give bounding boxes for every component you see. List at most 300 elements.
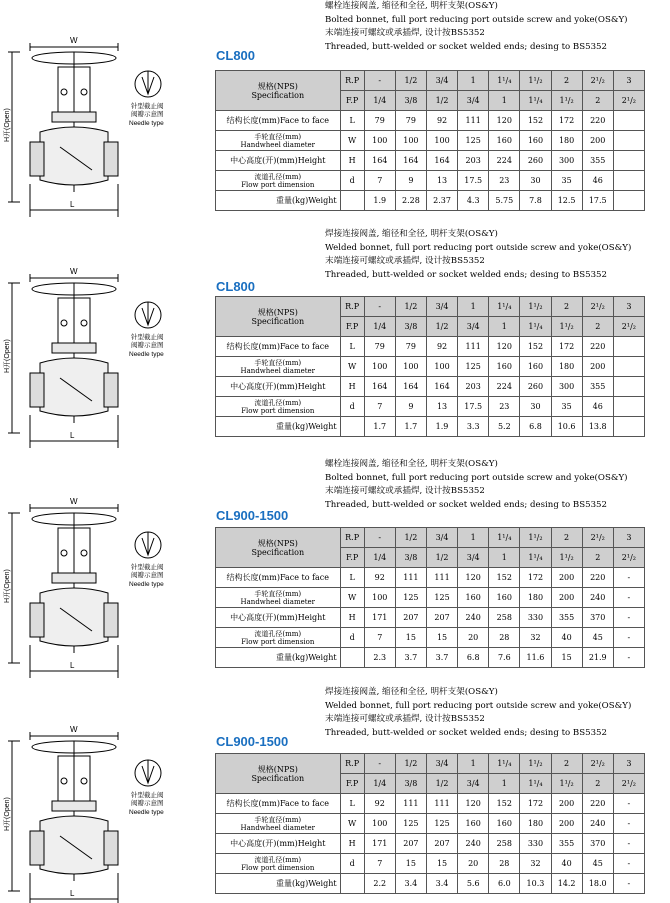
weight-label: 重量(kg)Weight (216, 417, 341, 437)
fp-size-cell: 3/4 (458, 91, 489, 111)
weight-cell: 5.75 (489, 191, 520, 211)
fp-size-cell: 1 (489, 317, 520, 337)
description-line: Threaded, butt-welded or socket welded ends; desing to BS5352 (325, 42, 607, 53)
h-dim-label: H开(Open) (4, 108, 11, 142)
needle-cn2-label: 阀瓣示意图 (131, 111, 164, 118)
table-row (216, 568, 645, 588)
value-cell: 152 (489, 794, 520, 814)
l-dim-label: L (70, 889, 75, 898)
weight-label: 重量(kg)Weight (216, 191, 341, 211)
weight-cell: 6.0 (489, 874, 520, 894)
value-cell: 35 (551, 397, 582, 417)
fp-size-cell: 1¹/₂ (551, 548, 582, 568)
value-cell: 100 (364, 814, 395, 834)
value-cell: 330 (520, 608, 551, 628)
value-cell: 152 (520, 337, 551, 357)
needle-cn2-label: 阀瓣示意图 (131, 572, 164, 579)
value-cell: 171 (364, 834, 395, 854)
rp-size-cell: 1¹/₄ (489, 754, 520, 774)
height-label: 中心高度(开)(mm)Height (216, 377, 341, 397)
flow-port-label: 流道孔径(mm) Flow port dimension (216, 628, 341, 648)
value-cell: 92 (426, 111, 457, 131)
value-cell: 32 (520, 854, 551, 874)
value-cell: 9 (395, 171, 426, 191)
value-cell (613, 357, 644, 377)
w-dim-label: W (70, 725, 78, 734)
value-cell: 17.5 (458, 171, 489, 191)
weight-cell: 4.3 (458, 191, 489, 211)
fp-size-cell: 1/4 (364, 317, 395, 337)
spec-header: 规格(NPS) Specification (216, 297, 341, 337)
weight-cell: - (613, 874, 644, 894)
pressure-class-title: CL900-1500 (216, 734, 289, 749)
value-cell: 45 (582, 628, 613, 648)
specification-table (215, 527, 645, 668)
value-cell: 207 (426, 834, 457, 854)
table-row (216, 397, 645, 417)
value-cell: 180 (520, 588, 551, 608)
fp-size-cell: 1/4 (364, 774, 395, 794)
value-cell: 258 (489, 834, 520, 854)
height-label: 中心高度(开)(mm)Height (216, 608, 341, 628)
weight-row (216, 874, 645, 894)
rp-label: R.P (340, 754, 364, 774)
value-cell: 240 (458, 608, 489, 628)
pressure-class-title: CL800 (216, 48, 256, 63)
flow-port-label: 流道孔径(mm) Flow port dimension (216, 854, 341, 874)
symbol-cell: W (340, 588, 364, 608)
value-cell: 164 (395, 377, 426, 397)
value-cell: 23 (489, 397, 520, 417)
value-cell: 171 (364, 608, 395, 628)
table-row (216, 357, 645, 377)
weight-cell: 1.9 (364, 191, 395, 211)
value-cell: 300 (551, 377, 582, 397)
valve-drawing (0, 12, 215, 227)
symbol-cell: W (340, 814, 364, 834)
weight-cell: 10.6 (551, 417, 582, 437)
weight-cell: 6.8 (458, 648, 489, 668)
weight-cell: 2.28 (395, 191, 426, 211)
value-cell: 164 (395, 151, 426, 171)
value-cell: 111 (426, 568, 457, 588)
rp-size-cell: 1/2 (395, 297, 426, 317)
needle-cn2-label: 阀瓣示意图 (131, 342, 164, 349)
value-cell: 160 (520, 357, 551, 377)
symbol-cell: L (340, 337, 364, 357)
description-line: 末端连接可螺纹或承插焊, 设计按BS5352 (325, 486, 485, 497)
value-cell (613, 377, 644, 397)
value-cell: 13 (426, 397, 457, 417)
value-cell: 125 (458, 357, 489, 377)
value-cell: 92 (426, 337, 457, 357)
value-cell: 100 (364, 357, 395, 377)
value-cell: 111 (426, 794, 457, 814)
value-cell: 207 (395, 834, 426, 854)
symbol-cell: W (340, 131, 364, 151)
rp-size-cell: 1 (458, 297, 489, 317)
needle-cn1-label: 针型截止阀 (131, 334, 164, 341)
value-cell: 207 (395, 608, 426, 628)
w-dim-label: W (70, 497, 78, 506)
value-cell: 160 (458, 588, 489, 608)
weight-cell: - (613, 648, 644, 668)
value-cell: 30 (520, 171, 551, 191)
rp-size-cell: 2¹/₂ (582, 528, 613, 548)
value-cell: 45 (582, 854, 613, 874)
value-cell: 20 (458, 854, 489, 874)
symbol-cell: L (340, 111, 364, 131)
fp-size-cell: 1/4 (364, 91, 395, 111)
symbol-cell: L (340, 794, 364, 814)
value-cell: 180 (520, 814, 551, 834)
table-row (216, 131, 645, 151)
rp-size-cell: 1¹/₄ (489, 71, 520, 91)
rp-size-cell: 1/2 (395, 71, 426, 91)
value-cell: 240 (582, 814, 613, 834)
rp-size-cell: 1¹/₄ (489, 528, 520, 548)
weight-row (216, 417, 645, 437)
value-cell: 35 (551, 171, 582, 191)
description-line: Threaded, butt-welded or socket welded ends; desing to BS5352 (325, 500, 607, 511)
value-cell: - (613, 608, 644, 628)
value-cell: 20 (458, 628, 489, 648)
value-cell: 100 (395, 131, 426, 151)
weight-cell: 18.0 (582, 874, 613, 894)
section-description (325, 228, 670, 283)
value-cell: 220 (582, 111, 613, 131)
rp-size-cell: 1 (458, 754, 489, 774)
rp-label: R.P (340, 297, 364, 317)
value-cell: 224 (489, 151, 520, 171)
value-cell: 160 (489, 814, 520, 834)
description-line: 螺栓连接阀盖, 缩径和全径, 明杆支架(OS&Y) (325, 459, 498, 469)
table-row (216, 628, 645, 648)
table-row (216, 377, 645, 397)
value-cell: 220 (582, 568, 613, 588)
value-cell: 120 (458, 794, 489, 814)
value-cell: 164 (426, 151, 457, 171)
rp-size-cell: 3 (613, 528, 644, 548)
fp-size-cell: 1/2 (426, 548, 457, 568)
value-cell: - (613, 568, 644, 588)
fp-size-cell: 2¹/₂ (613, 548, 644, 568)
needle-cn2-label: 阀瓣示意图 (131, 800, 164, 807)
fp-size-cell: 3/8 (395, 774, 426, 794)
table-row (216, 814, 645, 834)
value-cell: - (613, 588, 644, 608)
value-cell: 180 (551, 357, 582, 377)
value-cell: 100 (395, 357, 426, 377)
value-cell: 15 (426, 628, 457, 648)
description-line: Bolted bonnet, full port reducing port outside screw and yoke(OS&Y) (325, 14, 628, 25)
fp-size-cell: 1/4 (364, 548, 395, 568)
l-dim-label: L (70, 431, 75, 440)
h-dim-label: H开(Open) (4, 797, 11, 831)
value-cell: 200 (582, 357, 613, 377)
description-line: Bolted bonnet, full port reducing port outside screw and yoke(OS&Y) (325, 472, 628, 483)
rp-size-cell: 2¹/₂ (582, 297, 613, 317)
face-to-face-label: 结构长度(mm)Face to face (216, 111, 341, 131)
value-cell: 172 (520, 568, 551, 588)
section-description (325, 0, 670, 55)
rp-size-cell: 3 (613, 297, 644, 317)
pressure-class-title: CL800 (216, 279, 256, 294)
weight-cell: 2.2 (364, 874, 395, 894)
fp-size-cell: 3/4 (458, 548, 489, 568)
symbol-cell: d (340, 854, 364, 874)
value-cell: 260 (520, 151, 551, 171)
needle-en-label: Needle type (129, 581, 164, 588)
weight-cell: 6.8 (520, 417, 551, 437)
value-cell: 207 (426, 608, 457, 628)
description-line: 末端连接可螺纹或承插焊, 设计按BS5352 (325, 28, 485, 39)
value-cell: 46 (582, 397, 613, 417)
value-cell: 164 (426, 377, 457, 397)
weight-cell: 2.3 (364, 648, 395, 668)
valve-drawing (0, 473, 215, 688)
value-cell: 160 (520, 131, 551, 151)
description-line: Welded bonnet, full port reducing port outside screw and yoke(OS&Y) (325, 242, 632, 253)
weight-row (216, 191, 645, 211)
value-cell: 180 (551, 131, 582, 151)
value-cell: 7 (364, 171, 395, 191)
face-to-face-label: 结构长度(mm)Face to face (216, 568, 341, 588)
weight-cell: 11.6 (520, 648, 551, 668)
value-cell: 100 (364, 131, 395, 151)
rp-size-cell: 1¹/₂ (520, 754, 551, 774)
value-cell: 160 (489, 588, 520, 608)
value-cell: 13 (426, 171, 457, 191)
rp-size-cell: 3/4 (426, 71, 457, 91)
table-row (216, 854, 645, 874)
weight-cell: 3.7 (426, 648, 457, 668)
fp-label: F.P (340, 91, 364, 111)
fp-size-cell: 1¹/₄ (520, 91, 551, 111)
flow-port-label: 流道孔径(mm) Flow port dimension (216, 171, 341, 191)
symbol-cell: H (340, 608, 364, 628)
rp-label: R.P (340, 71, 364, 91)
fp-size-cell: 1/2 (426, 774, 457, 794)
weight-row (216, 648, 645, 668)
value-cell: 224 (489, 377, 520, 397)
rp-size-cell: - (364, 71, 395, 91)
fp-size-cell: 2¹/₂ (613, 91, 644, 111)
weight-cell: 5.2 (489, 417, 520, 437)
symbol-cell: H (340, 151, 364, 171)
value-cell: 160 (489, 357, 520, 377)
handwheel-label: 手轮直径(mm) Handwheel diameter (216, 814, 341, 834)
value-cell: 125 (426, 588, 457, 608)
value-cell: 258 (489, 608, 520, 628)
valve-drawing (0, 701, 215, 903)
spec-header: 规格(NPS) Specification (216, 528, 341, 568)
rp-size-cell: 1 (458, 71, 489, 91)
value-cell: 200 (582, 131, 613, 151)
value-cell: 355 (582, 151, 613, 171)
table-row (216, 834, 645, 854)
value-cell: 172 (520, 794, 551, 814)
rp-size-cell: 2 (551, 754, 582, 774)
rp-size-cell: 2¹/₂ (582, 754, 613, 774)
value-cell: 40 (551, 854, 582, 874)
value-cell: 79 (395, 337, 426, 357)
value-cell: 160 (458, 814, 489, 834)
rp-size-cell: 1/2 (395, 754, 426, 774)
weight-cell (613, 191, 644, 211)
rp-size-cell: 3/4 (426, 754, 457, 774)
weight-cell: 7.6 (489, 648, 520, 668)
handwheel-label: 手轮直径(mm) Handwheel diameter (216, 588, 341, 608)
value-cell: 40 (551, 628, 582, 648)
pressure-class-title: CL900-1500 (216, 508, 289, 523)
needle-cn1-label: 针型截止阀 (131, 564, 164, 571)
value-cell: 200 (551, 794, 582, 814)
weight-label: 重量(kg)Weight (216, 648, 341, 668)
value-cell: 355 (551, 608, 582, 628)
value-cell: 15 (395, 628, 426, 648)
needle-en-label: Needle type (129, 351, 164, 358)
table-row (216, 794, 645, 814)
value-cell (613, 151, 644, 171)
rp-size-cell: 3 (613, 71, 644, 91)
fp-size-cell: 1/2 (426, 317, 457, 337)
fp-size-cell: 2 (582, 548, 613, 568)
rp-size-cell: - (364, 528, 395, 548)
value-cell: 92 (364, 568, 395, 588)
weight-cell: 17.5 (582, 191, 613, 211)
value-cell: - (613, 794, 644, 814)
value-cell: 152 (489, 568, 520, 588)
value-cell: 160 (489, 131, 520, 151)
fp-size-cell: 3/4 (458, 774, 489, 794)
value-cell: 32 (520, 628, 551, 648)
fp-size-cell: 2 (582, 91, 613, 111)
weight-cell: 5.6 (458, 874, 489, 894)
value-cell: - (613, 854, 644, 874)
valve-drawing (0, 243, 215, 458)
symbol-cell: d (340, 397, 364, 417)
fp-size-cell: 1 (489, 548, 520, 568)
specification-table (215, 753, 645, 894)
fp-label: F.P (340, 548, 364, 568)
fp-size-cell: 1¹/₄ (520, 774, 551, 794)
weight-cell: 3.4 (426, 874, 457, 894)
fp-size-cell: 2¹/₂ (613, 774, 644, 794)
face-to-face-label: 结构长度(mm)Face to face (216, 337, 341, 357)
value-cell: 46 (582, 171, 613, 191)
fp-size-cell: 3/4 (458, 317, 489, 337)
value-cell: 100 (364, 588, 395, 608)
rp-size-cell: 1/2 (395, 528, 426, 548)
value-cell: 100 (426, 357, 457, 377)
height-label: 中心高度(开)(mm)Height (216, 151, 341, 171)
rp-size-cell: 1¹/₂ (520, 297, 551, 317)
weight-cell: 1.7 (395, 417, 426, 437)
table-row (216, 171, 645, 191)
symbol-cell: W (340, 357, 364, 377)
rp-size-cell: 2 (551, 528, 582, 548)
fp-size-cell: 1 (489, 774, 520, 794)
value-cell: 28 (489, 628, 520, 648)
description-line: 末端连接可螺纹或承插焊, 设计按BS5352 (325, 256, 485, 267)
fp-size-cell: 1¹/₄ (520, 548, 551, 568)
value-cell (613, 337, 644, 357)
value-cell: 120 (458, 568, 489, 588)
fp-size-cell: 2¹/₂ (613, 317, 644, 337)
weight-cell: 2.37 (426, 191, 457, 211)
weight-cell (613, 417, 644, 437)
weight-cell: 10.3 (520, 874, 551, 894)
needle-cn1-label: 针型截止阀 (131, 103, 164, 110)
value-cell: 125 (395, 588, 426, 608)
value-cell: 355 (582, 377, 613, 397)
value-cell: 111 (458, 337, 489, 357)
value-cell: 79 (364, 111, 395, 131)
value-cell: 125 (458, 131, 489, 151)
specification-table (215, 296, 645, 437)
value-cell: - (613, 814, 644, 834)
value-cell: 164 (364, 151, 395, 171)
value-cell: 15 (395, 854, 426, 874)
needle-cn1-label: 针型截止阀 (131, 792, 164, 799)
value-cell: 125 (395, 814, 426, 834)
value-cell: 220 (582, 337, 613, 357)
handwheel-label: 手轮直径(mm) Handwheel diameter (216, 357, 341, 377)
weight-cell: 7.8 (520, 191, 551, 211)
rp-size-cell: 1¹/₂ (520, 71, 551, 91)
value-cell: 17.5 (458, 397, 489, 417)
weight-cell: 13.8 (582, 417, 613, 437)
rp-size-cell: 1 (458, 528, 489, 548)
value-cell: 111 (395, 794, 426, 814)
value-cell: 203 (458, 151, 489, 171)
value-cell: 200 (551, 588, 582, 608)
value-cell: 200 (551, 568, 582, 588)
value-cell: 15 (426, 854, 457, 874)
fp-size-cell: 1¹/₂ (551, 774, 582, 794)
table-row (216, 337, 645, 357)
rp-size-cell: 2 (551, 71, 582, 91)
symbol-cell: H (340, 377, 364, 397)
value-cell (613, 397, 644, 417)
value-cell: 100 (426, 131, 457, 151)
value-cell: 240 (458, 834, 489, 854)
l-dim-label: L (70, 661, 75, 670)
w-dim-label: W (70, 36, 78, 45)
fp-size-cell: 2 (582, 317, 613, 337)
description-line: 焊接连接阀盖, 缩径和全径, 明杆支架(OS&Y) (325, 229, 498, 239)
rp-size-cell: - (364, 754, 395, 774)
needle-en-label: Needle type (129, 120, 164, 127)
value-cell: 172 (551, 111, 582, 131)
fp-size-cell: 3/8 (395, 548, 426, 568)
fp-label: F.P (340, 774, 364, 794)
fp-size-cell: 1¹/₄ (520, 317, 551, 337)
value-cell: 240 (582, 588, 613, 608)
description-line: 螺栓连接阀盖, 缩径和全径, 明杆支架(OS&Y) (325, 1, 498, 11)
value-cell: 120 (489, 111, 520, 131)
value-cell: 120 (489, 337, 520, 357)
value-cell: 9 (395, 397, 426, 417)
symbol-cell: d (340, 628, 364, 648)
weight-cell: 1.7 (364, 417, 395, 437)
value-cell: - (613, 628, 644, 648)
value-cell: 370 (582, 834, 613, 854)
symbol-cell: L (340, 568, 364, 588)
weight-cell: 3.3 (458, 417, 489, 437)
spec-header: 规格(NPS) Specification (216, 754, 341, 794)
